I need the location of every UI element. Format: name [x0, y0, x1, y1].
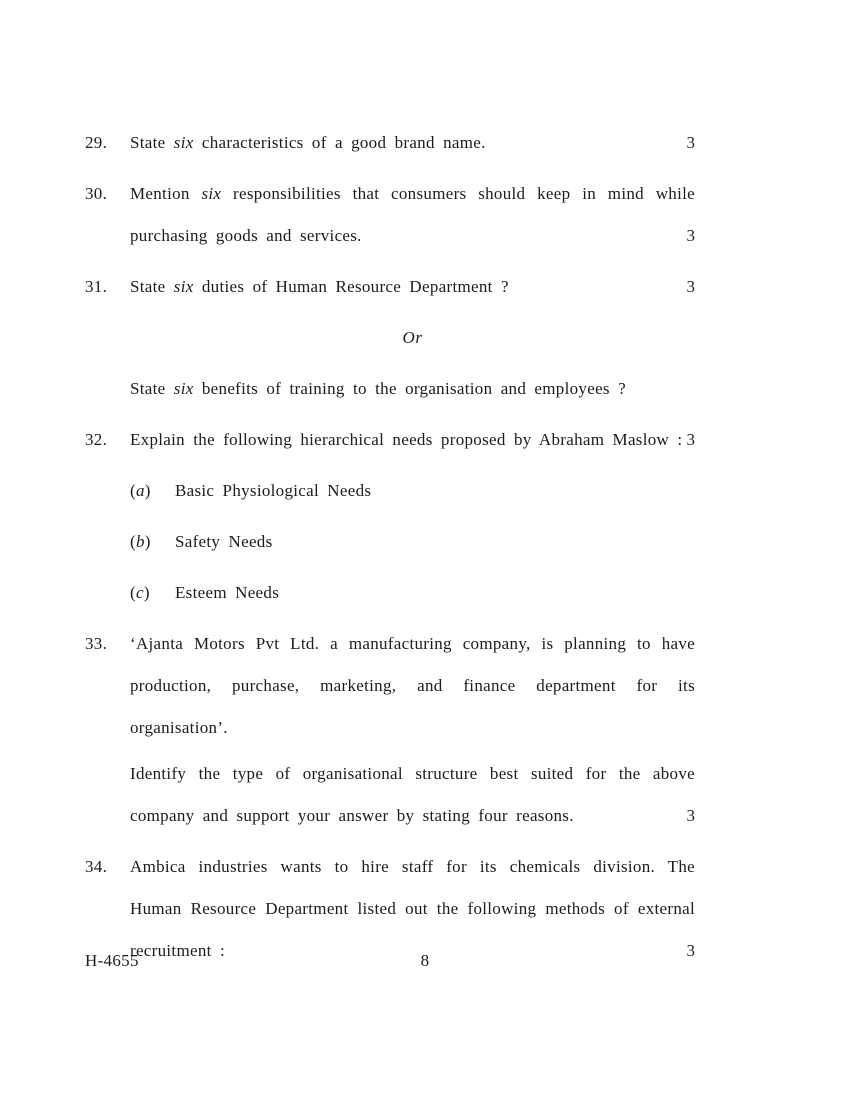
question-29-row	[85, 122, 695, 164]
question-text: State six duties of Human Resource Department ?	[130, 277, 509, 296]
question-number-spacer	[85, 368, 130, 410]
question-text: State six characteristics of a good brand name.	[130, 133, 486, 152]
question-number: 34.	[85, 857, 108, 876]
page-number: 8	[420, 951, 430, 970]
sub-item-text: Basic Physiological Needs	[175, 481, 372, 500]
question-text-part-1: ‘Ajanta Motors Pvt Ltd. a manufacturing company, is planning to have production, purchase, marketing, and finance department for its organisation’.	[130, 634, 695, 737]
question-30	[85, 173, 695, 257]
question-text: Mention six responsibilities that consumers should keep in mind while purchasing goods and services.	[130, 184, 695, 245]
question-number: 30.	[85, 184, 108, 203]
question-33-row	[85, 623, 695, 837]
question-32-item-b	[85, 521, 695, 563]
question-number: 32.	[85, 430, 108, 449]
sub-item-label: (a)	[130, 481, 151, 500]
marks-value: 3	[686, 430, 695, 449]
sub-item-label: (c)	[130, 583, 150, 602]
question-text: Explain the following hierarchical needs proposed by Abraham Maslow :	[130, 430, 683, 449]
question-32-row	[85, 419, 695, 461]
question-number-spacer	[85, 572, 130, 614]
question-31	[85, 266, 695, 410]
question-32-item-a	[85, 470, 695, 512]
question-29	[85, 122, 695, 164]
question-number: 33.	[85, 634, 108, 653]
question-31-row	[85, 266, 695, 308]
sub-item-text: Esteem Needs	[175, 583, 280, 602]
question-30-row	[85, 173, 695, 257]
question-alternative-text: State six benefits of training to the organisation and employees ?	[130, 379, 626, 398]
sub-item-text: Safety Needs	[175, 532, 273, 551]
question-31-alternative-row	[85, 368, 695, 410]
question-32-item-c	[85, 572, 695, 614]
question-text: Ambica industries wants to hire staff for its chemicals division. The Human Resource Department listed out the following methods of external recruitment :	[130, 857, 695, 960]
page-footer	[0, 944, 850, 978]
marks-value: 3	[686, 941, 695, 960]
paper-code: H-4655	[85, 951, 139, 970]
question-text-part-2: Identify the type of organisational structure best suited for the above company and support your answer by stating four reasons.	[130, 764, 695, 825]
or-separator: Or	[402, 328, 423, 347]
question-number: 31.	[85, 277, 108, 296]
sub-item-label: (b)	[130, 532, 151, 551]
question-33	[85, 623, 695, 837]
marks-value: 3	[686, 226, 695, 245]
marks-value: 3	[686, 277, 695, 296]
question-number-spacer	[85, 470, 130, 512]
question-number: 29.	[85, 133, 108, 152]
marks-value: 3	[686, 133, 695, 152]
marks-value: 3	[686, 806, 695, 825]
question-32	[85, 419, 695, 614]
question-number-spacer	[85, 521, 130, 563]
